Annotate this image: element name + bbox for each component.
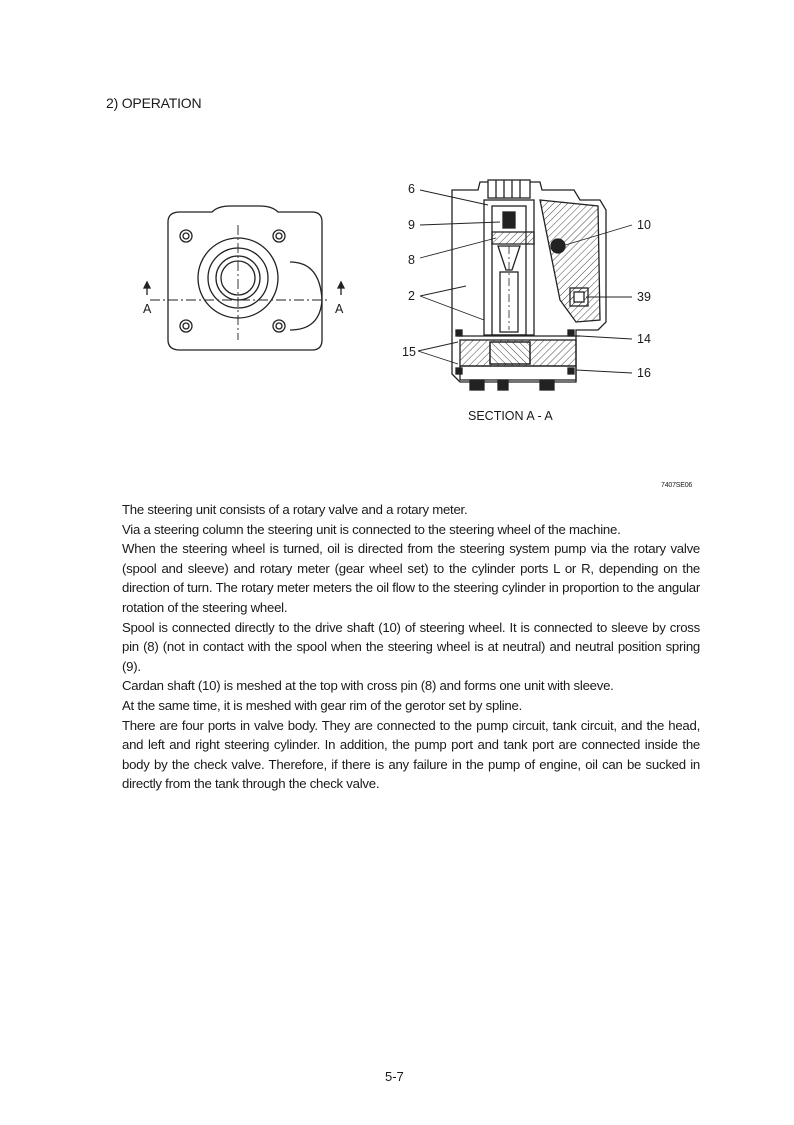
callout-15: 15	[402, 345, 416, 359]
callout-10: 10	[637, 218, 651, 232]
top-view-drawing	[144, 206, 344, 350]
section-arrow-label-left: A	[143, 302, 152, 316]
section-arrow-label-right: A	[335, 302, 344, 316]
section-title: SECTION A - A	[468, 409, 553, 423]
section-view-drawing	[418, 180, 632, 390]
callout-2: 2	[408, 289, 415, 303]
steering-unit-drawing	[0, 0, 794, 500]
callout-16: 16	[637, 366, 651, 380]
body-text	[122, 500, 700, 794]
paragraph: When the steering wheel is turned, oil is directed from the steering system pump via the rotary valve (spool and sleeve) and rotary meter (gear wheel set) to the cylinder ports L or R, depending on the direction of turn. The rotary meter meters the oil flow to the steering cylinder in proportion to the angular rotation of the steering wheel.	[122, 541, 700, 615]
paragraph: Cardan shaft (10) is meshed at the top with cross pin (8) and forms one unit with sleeve.	[122, 678, 614, 694]
callout-8: 8	[408, 253, 415, 267]
callout-6: 6	[408, 182, 415, 196]
paragraph: There are four ports in valve body. They are connected to the pump circuit, tank circuit, and the head, and left and right steering cylinder. In addition, the pump port and tank port are connected inside the body by the check valve. Therefore, if there is any failure in the pump of engine, oil can be sucked in directly from the tank through the check valve.	[122, 717, 700, 792]
paragraph: At the same time, it is meshed with gear rim of the gerotor set by spline.	[122, 697, 523, 713]
page-number: 5-7	[385, 1069, 404, 1084]
paragraph: Via a steering column the steering unit is connected to the steering wheel of the machine.	[122, 521, 621, 537]
callout-14: 14	[637, 332, 651, 346]
steering-unit-figure	[0, 0, 794, 500]
callout-9: 9	[408, 218, 415, 232]
paragraph: The steering unit consists of a rotary valve and a rotary meter.	[122, 502, 468, 517]
section-heading: 2) OPERATION	[106, 95, 202, 111]
callout-39: 39	[637, 290, 651, 304]
figure-id: 7407SE06	[661, 482, 693, 489]
paragraph: Spool is connected directly to the drive shaft (10) of steering wheel. It is connected to sleeve by cross pin (8) (not in contact with the spool when the steering wheel is at neutral) and neutral position spring (9).	[122, 619, 700, 674]
